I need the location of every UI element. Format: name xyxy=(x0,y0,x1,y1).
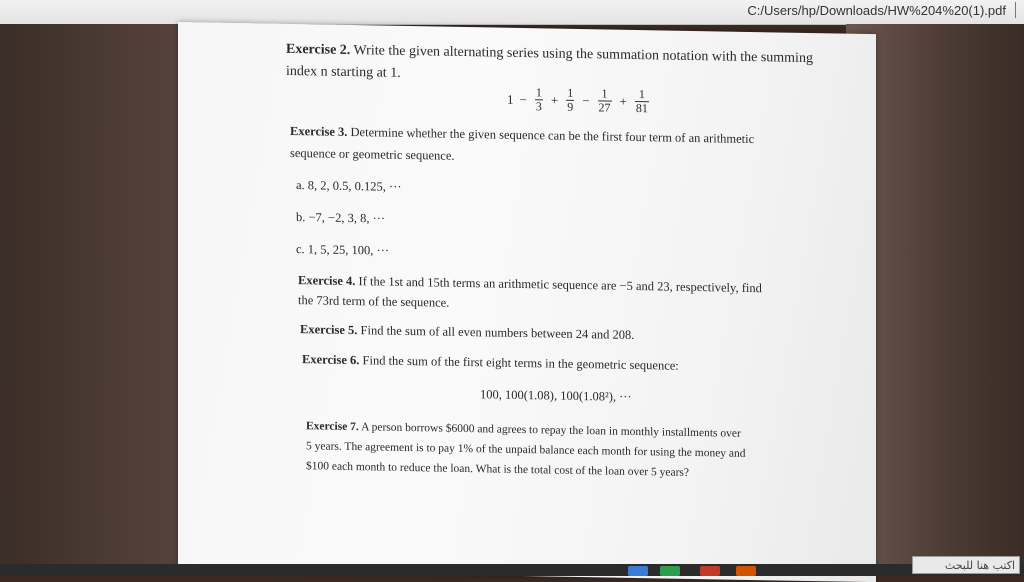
exercise-7-line3: $100 each month to reduce the loan. What is the total cost of the loan over 5 years? xyxy=(306,460,689,479)
series-lead: 1 xyxy=(507,91,514,107)
exercise-5-line xyxy=(300,322,634,343)
exercise-4-label: Exercise 4. xyxy=(298,273,356,289)
series-fraction-4: $\frac{1}{81}$ xyxy=(635,87,648,116)
taskbar-app-2[interactable] xyxy=(660,566,680,576)
taskbar-app-1[interactable] xyxy=(628,566,648,576)
exercise-6-label: Exercise 6. xyxy=(302,352,360,368)
exercise-7-line2: 5 years. The agreement is to pay 1% of the unpaid balance each month for using the money and xyxy=(306,440,746,460)
exercise-2-line2: index n starting at 1. xyxy=(286,63,401,81)
alternating-series xyxy=(506,86,652,116)
exercise-6-text: Find the sum of the first eight terms in the geometric sequence: xyxy=(362,353,679,373)
exercise-3-item-c: c. 1, 5, 25, 100, ··· xyxy=(296,242,390,258)
exercise-7-line1 xyxy=(306,420,741,440)
pdf-page xyxy=(178,22,876,582)
series-op-3: − xyxy=(582,92,590,108)
exercise-3-line2: sequence or geometric sequence. xyxy=(290,145,455,163)
series-op-1: − xyxy=(519,91,527,107)
taskbar xyxy=(0,564,1024,576)
address-separator xyxy=(1015,2,1016,18)
exercise-4-line2: the 73rd term of the sequence. xyxy=(298,293,450,310)
series-op-4: + xyxy=(619,93,627,109)
pdf-viewer-topbar xyxy=(0,0,1024,25)
exercise-2-line1 xyxy=(286,42,813,67)
exercise-7-label: Exercise 7. xyxy=(306,420,359,434)
exercise-3-line1 xyxy=(290,124,754,147)
exercise-3-item-a: a. 8, 2, 0.5, 0.125, ··· xyxy=(296,178,402,194)
exercise-3-label: Exercise 3. xyxy=(290,123,348,139)
series-fraction-3: $\frac{1}{27}$ xyxy=(598,86,611,115)
exercise-4-line1 xyxy=(298,273,762,296)
taskbar-app-3[interactable] xyxy=(700,566,720,576)
exercise-7-text: A person borrows $6000 and agrees to repay the loan in monthly installments over xyxy=(361,421,741,440)
exercise-6-line xyxy=(302,352,679,374)
series-fraction-2: $\frac{1}{9}$ xyxy=(567,85,574,114)
exercise-3-text: Determine whether the given sequence can be the first four term of an arithmetic xyxy=(350,125,755,147)
exercise-2-text: Write the given alternating series using the summation notation with the summing xyxy=(353,43,813,67)
series-fraction-1: $\frac{1}{3}$ xyxy=(535,85,542,114)
address-bar[interactable]: C:/Users/hp/Downloads/HW%204%20(1).pdf xyxy=(747,3,1006,18)
exercise-3-item-b: b. −7, −2, 3, 8, ··· xyxy=(296,210,386,226)
series-op-2: + xyxy=(550,92,559,108)
exercise-5-text: Find the sum of all even numbers between 24 and 208. xyxy=(360,323,635,342)
exercise-6-sequence: 100, 100(1.08), 100(1.08²), ··· xyxy=(480,387,632,404)
exercise-2-label: Exercise 2. xyxy=(286,41,351,59)
exercise-5-label: Exercise 5. xyxy=(300,322,358,338)
taskbar-app-4[interactable] xyxy=(736,566,756,576)
taskbar-search-input[interactable]: اكتب هنا للبحث xyxy=(912,556,1020,574)
exercise-4-text: If the 1st and 15th terms an arithmetic sequence are −5 and 23, respectively, find xyxy=(358,274,762,296)
